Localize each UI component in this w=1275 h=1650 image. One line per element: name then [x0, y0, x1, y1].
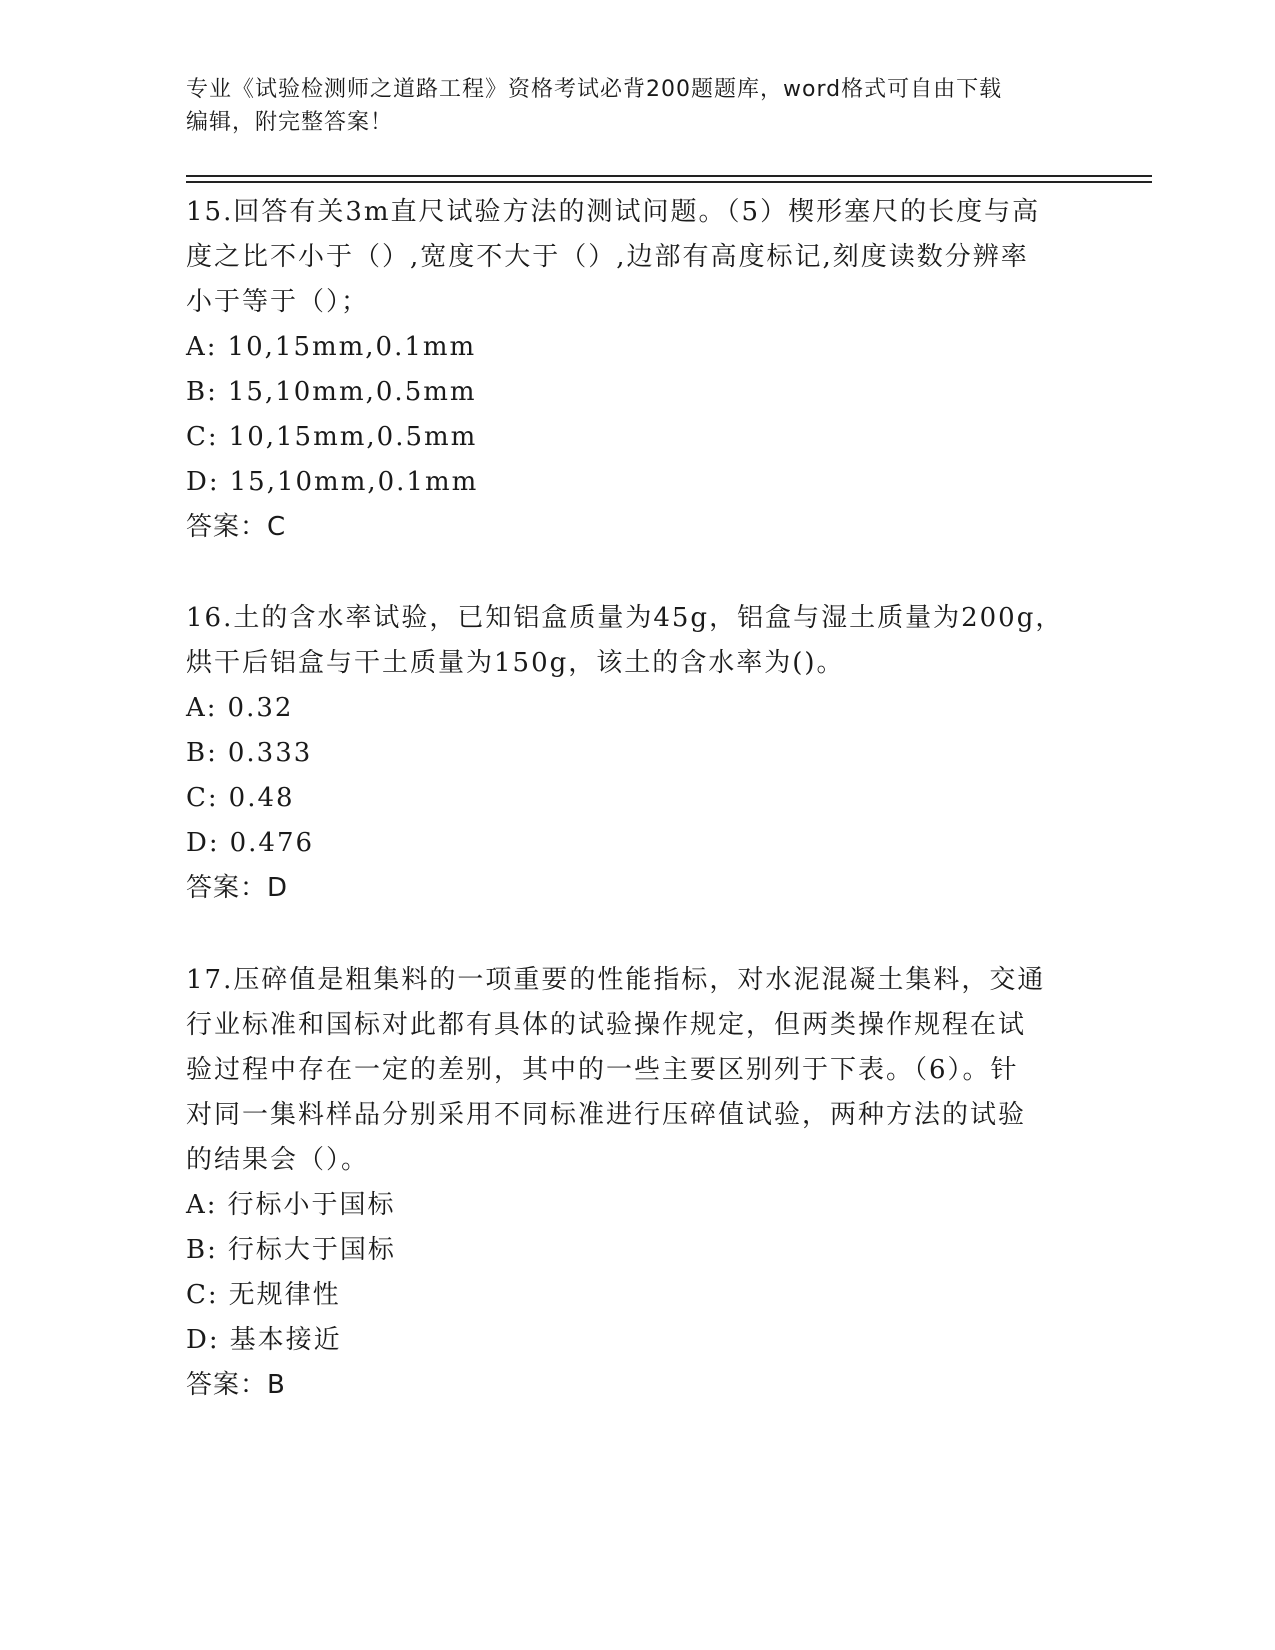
answer-line: 答案：D — [186, 873, 289, 903]
option-letter: B: — [186, 1235, 218, 1265]
question-stem-line: 小于等于（）； — [186, 287, 370, 317]
option-c — [186, 415, 1086, 460]
answer-line: 答案：B — [186, 1370, 286, 1400]
question-stem-line: 15.回答有关3m直尺试验方法的测试问题。（5）楔形塞尺的长度与高 — [186, 197, 1041, 227]
question-stem-line: 17.压碎值是粗集料的一项重要的性能指标，对水泥混凝土集料，交通 — [186, 965, 1046, 995]
option-text: 10,15mm,0.1mm — [227, 332, 477, 362]
option-text: 行标小于国标 — [227, 1190, 396, 1220]
document-header — [186, 73, 1066, 139]
option-letter: C: — [186, 1280, 219, 1310]
option-text: 15,10mm,0.1mm — [229, 467, 479, 497]
question-stem-line: 验过程中存在一定的差别，其中的一些主要区别列于下表。（6）。针 — [186, 1055, 1019, 1085]
option-letter: A: — [186, 693, 218, 723]
header-line-2: 编辑，附完整答案！ — [186, 110, 394, 135]
option-text: 无规律性 — [228, 1280, 341, 1310]
option-c — [186, 776, 1086, 821]
option-d — [186, 460, 1086, 505]
question-stem-line: 的结果会（）。 — [186, 1145, 370, 1175]
question-stem-line: 行业标准和国标对此都有具体的试验操作规定，但两类操作规程在试 — [186, 1010, 1027, 1040]
option-letter: C: — [186, 422, 219, 452]
option-letter: A: — [186, 332, 218, 362]
option-letter: B: — [186, 738, 218, 768]
header-divider-bottom — [186, 181, 1152, 183]
option-text: 10,15mm,0.5mm — [228, 422, 478, 452]
option-b — [186, 370, 1086, 415]
option-a — [186, 325, 1086, 370]
option-text: 15,10mm,0.5mm — [227, 377, 477, 407]
option-letter: A: — [186, 1190, 218, 1220]
option-text: 基本接近 — [229, 1325, 342, 1355]
question-stem-line: 16.土的含水率试验，已知铝盒质量为45g，铝盒与湿土质量为200g， — [186, 603, 1064, 633]
header-line-1: 专业《试验检测师之道路工程》资格考试必背200题题库，word格式可自由下载 — [186, 77, 1003, 102]
question-16 — [186, 596, 1086, 911]
option-a — [186, 1183, 1086, 1228]
option-letter: B: — [186, 377, 218, 407]
option-text: 0.333 — [227, 738, 313, 768]
question-stem-line: 烘干后铝盒与干土质量为150g，该土的含水率为()。 — [186, 648, 845, 678]
option-letter: D: — [186, 828, 220, 858]
option-letter: C: — [186, 783, 219, 813]
option-text: 0.476 — [229, 828, 315, 858]
answer-line: 答案：C — [186, 512, 287, 542]
header-divider-top — [186, 175, 1152, 177]
question-stem-line: 对同一集料样品分别采用不同标准进行压碎值试验，两种方法的试验 — [186, 1100, 1027, 1130]
option-c — [186, 1273, 1086, 1318]
question-stem-line: 度之比不小于（）,宽度不大于（）,边部有高度标记,刻度读数分辨率 — [186, 242, 1029, 272]
option-d — [186, 1318, 1086, 1363]
question-17 — [186, 958, 1086, 1408]
option-d — [186, 821, 1086, 866]
question-15 — [186, 190, 1086, 550]
option-text: 行标大于国标 — [227, 1235, 396, 1265]
option-letter: D: — [186, 1325, 220, 1355]
option-text: 0.32 — [227, 693, 294, 723]
option-text: 0.48 — [228, 783, 295, 813]
option-a — [186, 686, 1086, 731]
option-letter: D: — [186, 467, 220, 497]
option-b — [186, 731, 1086, 776]
option-b — [186, 1228, 1086, 1273]
